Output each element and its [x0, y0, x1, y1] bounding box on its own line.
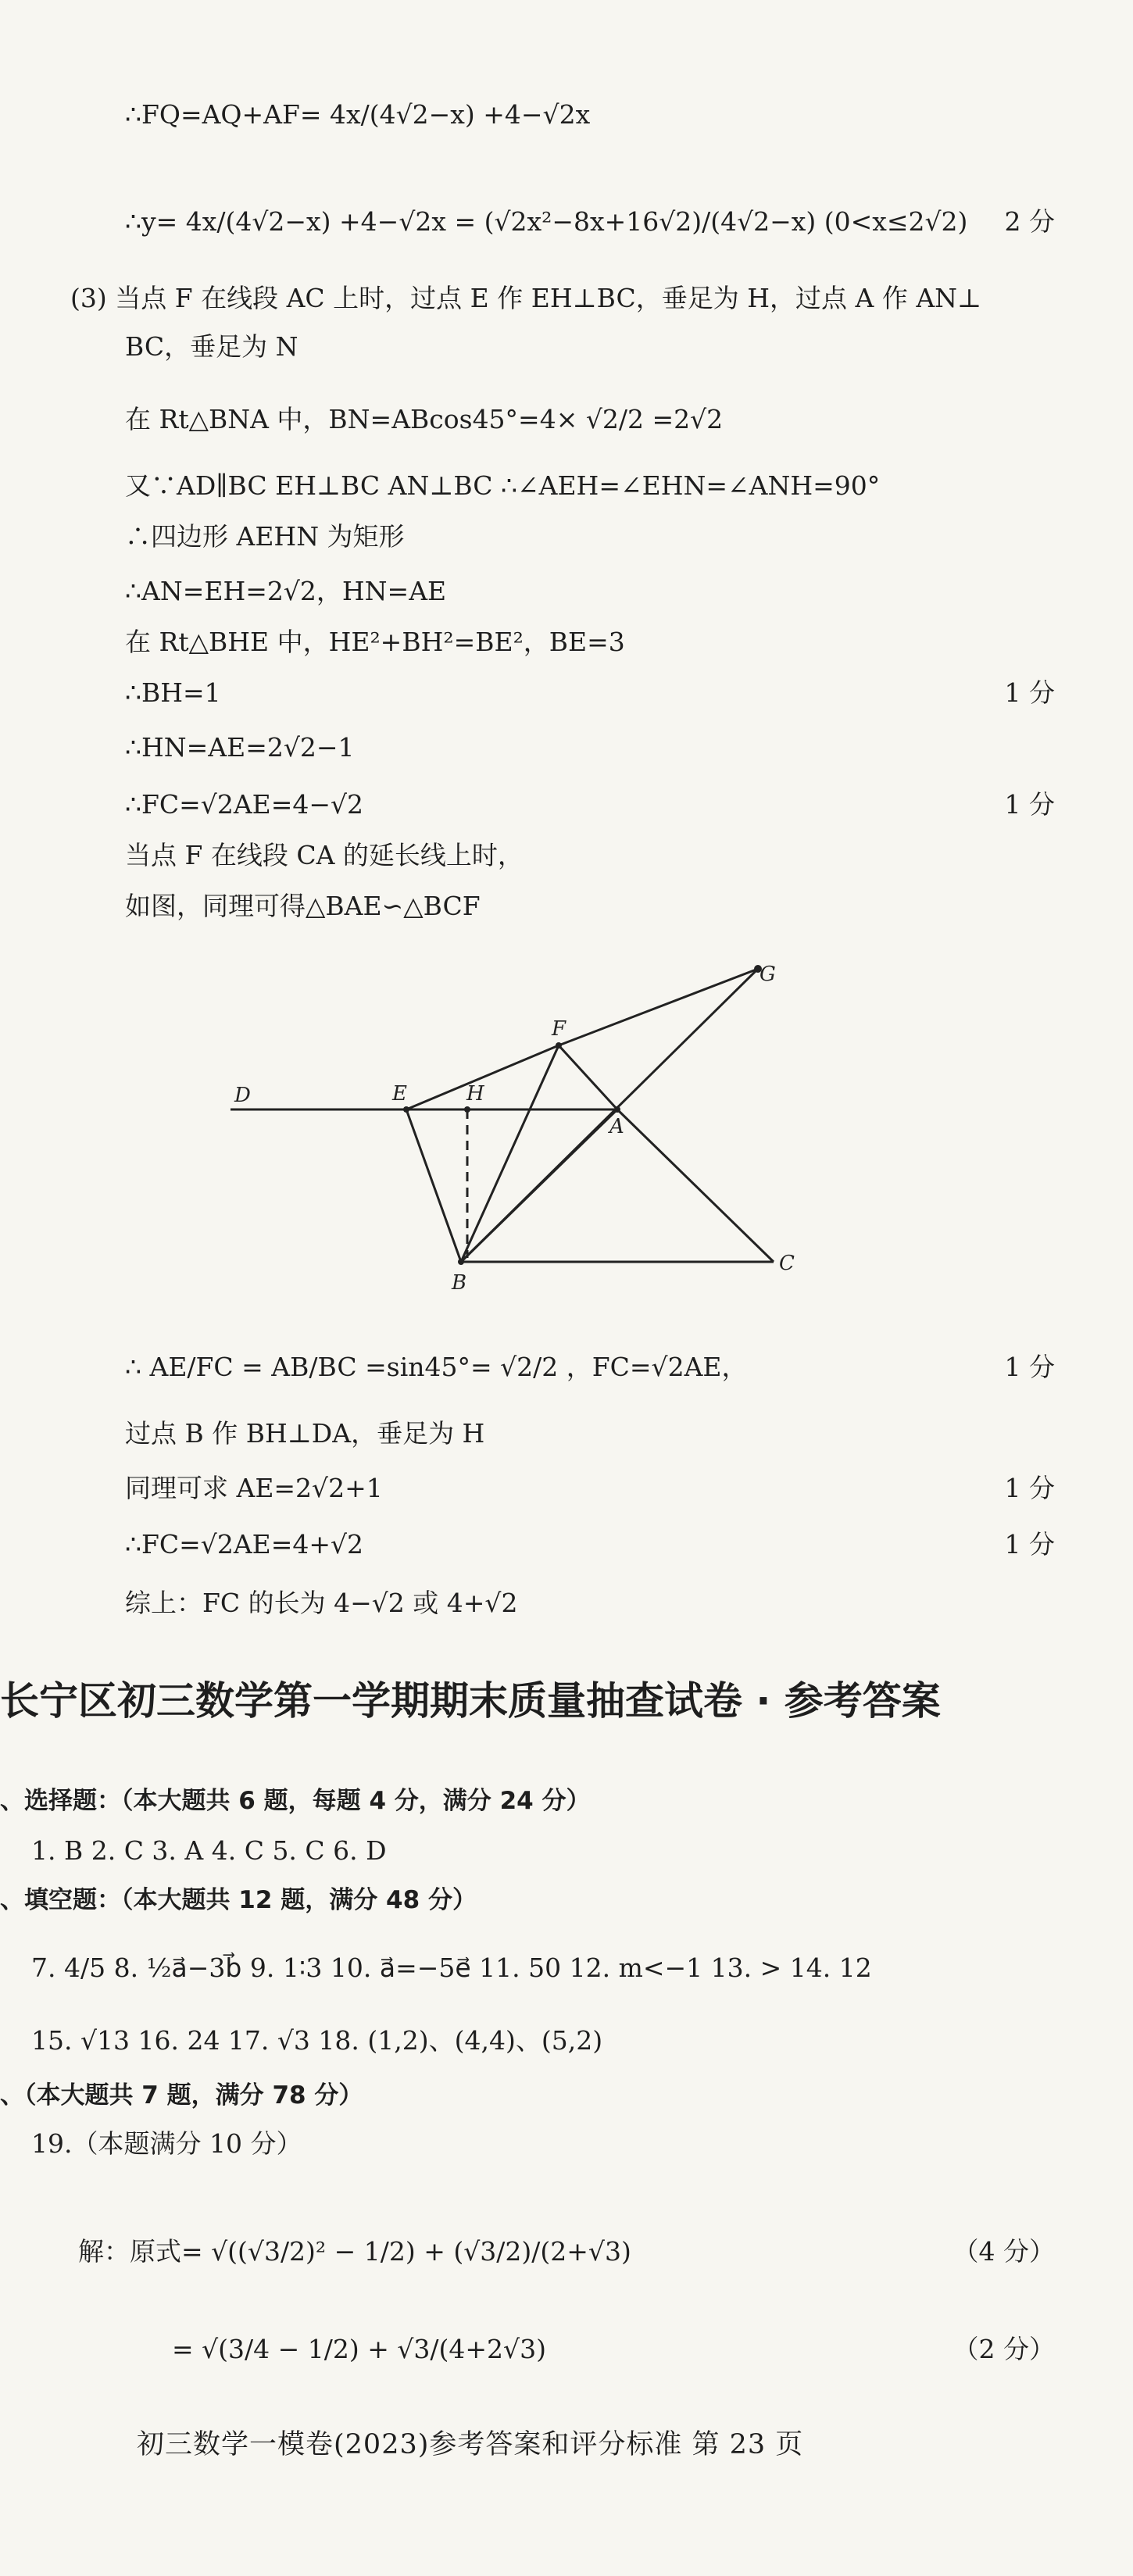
label-f: F — [552, 1017, 566, 1041]
conclusion-line: 综上：FC 的长为 4−√2 或 4+√2 — [125, 1588, 518, 1618]
ratio-line: ∴ AE/FC = AB/BC =sin45°= √2/2 ，FC=√2AE， — [125, 1352, 748, 1382]
perp-line: 过点 B 作 BH⊥DA，垂足为 H — [125, 1418, 485, 1449]
similar-line: 如图，同理可得△BAE∽△BCF — [125, 891, 481, 921]
section3-heading: 、（本大题共 7 题，满分 78 分） — [0, 2081, 363, 2110]
rt-bhe-line: 在 Rt△BHE 中，HE²+BH²=BE²，BE=3 — [125, 627, 625, 657]
ae-line: 同理可求 AE=2√2+1 — [125, 1473, 383, 1503]
score-2: 2 分 — [1004, 206, 1055, 237]
rectangle-line: ∴四边形 AEHN 为矩形 — [125, 521, 405, 552]
label-c: C — [779, 1252, 795, 1275]
solution-line2-score: （2 分） — [953, 2334, 1055, 2364]
parallel-line: 又∵AD∥BC EH⊥BC AN⊥BC ∴∠AEH=∠EHN=∠ANH=90° — [125, 470, 881, 501]
extension-line: 当点 F 在线段 CA 的延长线上时， — [125, 840, 524, 870]
part3-line2: BC，垂足为 N — [125, 331, 298, 362]
answer-key-title: 长宁区初三数学第一学期期末质量抽查试卷 · 参考答案 — [0, 1678, 941, 1724]
section1-answers: 1. B 2. C 3. A 4. C 5. C 6. D — [31, 1835, 387, 1866]
label-a: A — [609, 1115, 624, 1138]
section1-heading: 、选择题：（本大题共 6 题，每题 4 分，满分 24 分） — [0, 1787, 591, 1815]
part3-line1: (3) 当点 F 在线段 AC 上时，过点 E 作 EH⊥BC，垂足为 H，过点 A 作 AN⊥ — [70, 283, 982, 313]
fq-line: ∴FQ=AQ+AF= 4x/(4√2−x) +4−√2x — [125, 99, 591, 130]
hn-line: ∴HN=AE=2√2−1 — [125, 732, 355, 763]
solution-line2: = √(3/4 − 1/2) + √3/(4+2√3) — [172, 2334, 546, 2364]
geometry-figure — [0, 953, 1133, 1289]
solution-line1: 解：原式= √((√3/2)² − 1/2) + (√3/2)/(2+√3) — [78, 2236, 631, 2267]
score-ae: 1 分 — [1004, 1473, 1055, 1503]
score-fc2: 1 分 — [1004, 1529, 1055, 1560]
y-line: ∴y= 4x/(4√2−x) +4−√2x = (√2x²−8x+16√2)/(4√2−x) (0<x≤2√2) — [125, 206, 968, 237]
section2-row2: 15. √13 16. 24 17. √3 18. (1,2)、(4,4)、(5,2) — [31, 2025, 603, 2056]
label-b: B — [452, 1271, 467, 1289]
section2-heading: 、填空题：（本大题共 12 题，满分 48 分） — [0, 1886, 477, 1914]
an-line: ∴AN=EH=2√2，HN=AE — [125, 576, 447, 606]
label-d: D — [234, 1084, 251, 1107]
label-h: H — [466, 1082, 484, 1106]
solution-line1-score: （4 分） — [953, 2236, 1055, 2267]
score-bh: 1 分 — [1004, 677, 1055, 708]
label-e: E — [392, 1082, 407, 1106]
score-fc1: 1 分 — [1004, 789, 1055, 820]
q19-heading: 19.（本题满分 10 分） — [31, 2128, 302, 2159]
fc2-line: ∴FC=√2AE=4+√2 — [125, 1529, 364, 1560]
fc1-line: ∴FC=√2AE=4−√2 — [125, 789, 364, 820]
rt-bna-line: 在 Rt△BNA 中，BN=ABcos45°=4× √2/2 =2√2 — [125, 404, 724, 434]
page-footer: 初三数学一模卷(2023)参考答案和评分标准 第 23 页 — [137, 2429, 804, 2460]
section2-row1: 7. 4/5 8. ½a⃗−3b⃗ 9. 1∶3 10. a⃗=−5e⃗ 11. 50 12. m<−1 13. > 14. 12 — [31, 1953, 872, 1983]
label-g: G — [760, 963, 776, 986]
score-ratio: 1 分 — [1004, 1352, 1055, 1382]
bh-line: ∴BH=1 — [125, 677, 221, 708]
